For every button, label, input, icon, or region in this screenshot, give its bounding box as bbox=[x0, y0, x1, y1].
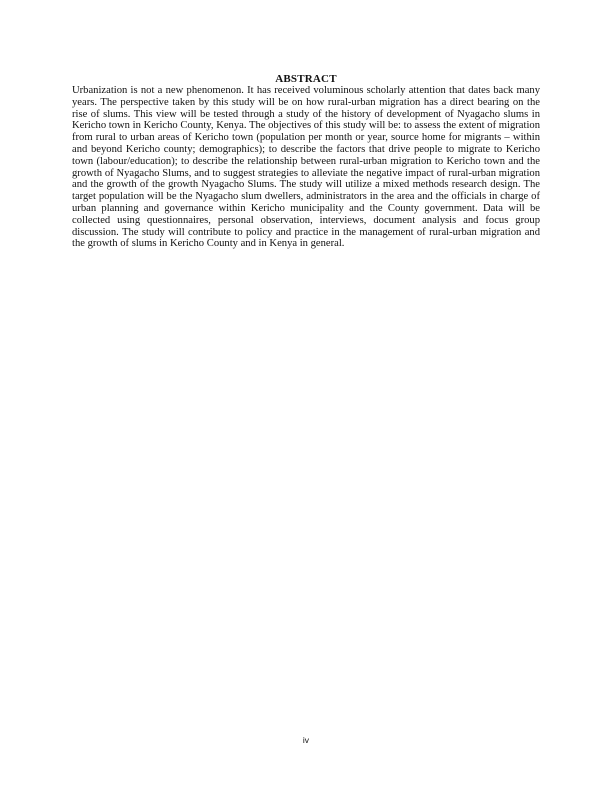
abstract-heading: ABSTRACT bbox=[275, 73, 337, 85]
page-number: iv bbox=[302, 735, 310, 745]
abstract-paragraph: Urbanization is not a new phenomenon. It has received voluminous scholarly attention that dates back many years. The perspective taken by this study will be on how rural-urban migration has a direct bearing on the rise of slums. This view will be tested through a study of the history of development of Nyagacho slums in Kericho town in Kericho County, Kenya. The objectives of this study will be: to assess the extent of migration from rural to urban areas of Kericho town (population per month or year, source home for migrants – within and beyond Kericho county; demographics); to describe the factors that drive people to migrate to Kericho town (labour/education); to describe the relationship between rural-urban migration to Kericho town and the growth of Nyagacho Slums, and to suggest strategies to alleviate the negative impact of rural-urban migration and the growth of the growth Nyagacho Slums. The study will utilize a mixed methods research design. The target population will be the Nyagacho slum dwellers, administrators in the area and the officials in charge of urban planning and governance within Kericho municipality and the County government. Data will be collected using questionnaires, personal observation, interviews, document analysis and focus group discussion. The study will contribute to policy and practice in the management of rural-urban migration and the growth of slums in Kericho County and in Kenya in general. bbox=[72, 85, 540, 250]
